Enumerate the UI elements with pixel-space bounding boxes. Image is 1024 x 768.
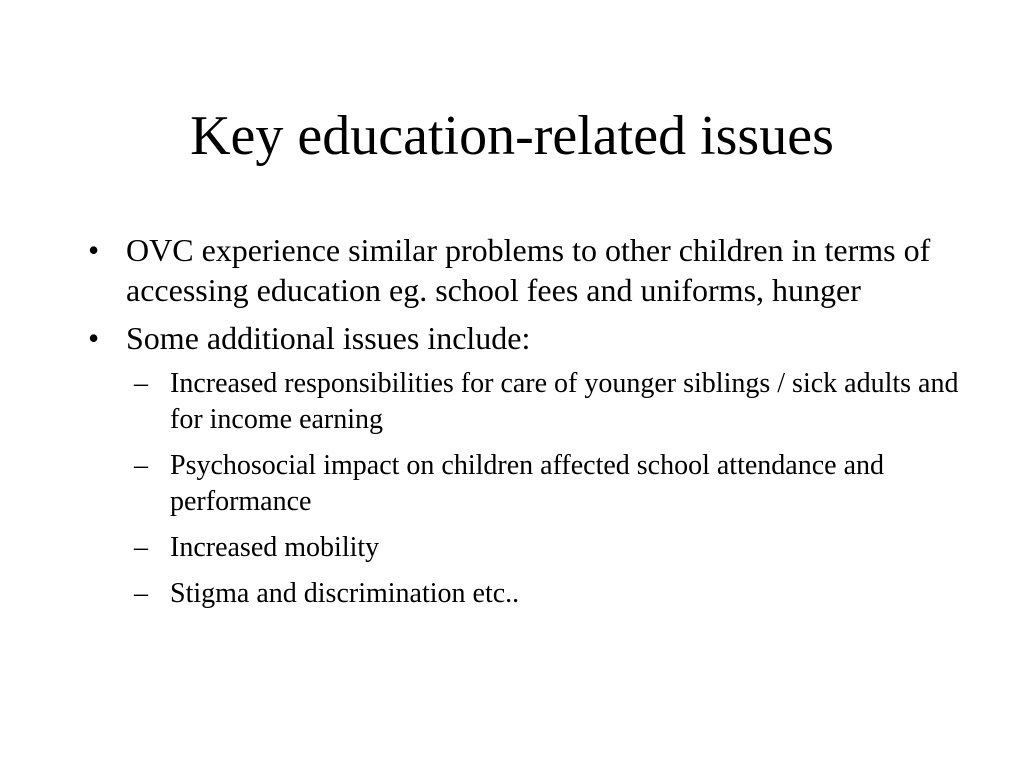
sub-bullet-item bbox=[134, 576, 968, 612]
dash-marker: – bbox=[134, 532, 148, 563]
sub-bullet-item bbox=[134, 530, 968, 566]
slide-body bbox=[88, 230, 968, 622]
sub-bullet-text: Psychosocial impact on children affected school attendance and performance bbox=[170, 450, 884, 517]
dash-marker: – bbox=[134, 578, 148, 609]
sub-bullet-text: Stigma and discrimination etc.. bbox=[170, 578, 520, 609]
dash-marker: – bbox=[134, 368, 148, 399]
sub-bullet-text: Increased mobility bbox=[170, 532, 380, 563]
sub-bullet-text: Increased responsibilities for care of younger siblings / sick adults and for income earning bbox=[170, 368, 959, 435]
bullet-text: Some additional issues include: bbox=[126, 320, 531, 356]
sub-bullet-list bbox=[88, 366, 968, 612]
bullet-marker: • bbox=[88, 320, 100, 356]
slide-title: Key education-related issues bbox=[190, 105, 834, 167]
dash-marker: – bbox=[134, 450, 148, 481]
bullet-marker: • bbox=[88, 232, 100, 268]
bullet-item bbox=[88, 318, 968, 358]
sub-bullet-item bbox=[134, 448, 968, 520]
bullet-item bbox=[88, 230, 968, 310]
bullet-text: OVC experience similar problems to other children in terms of accessing education eg. school fees and uniforms, hunger bbox=[126, 232, 931, 308]
sub-bullet-item bbox=[134, 366, 968, 438]
